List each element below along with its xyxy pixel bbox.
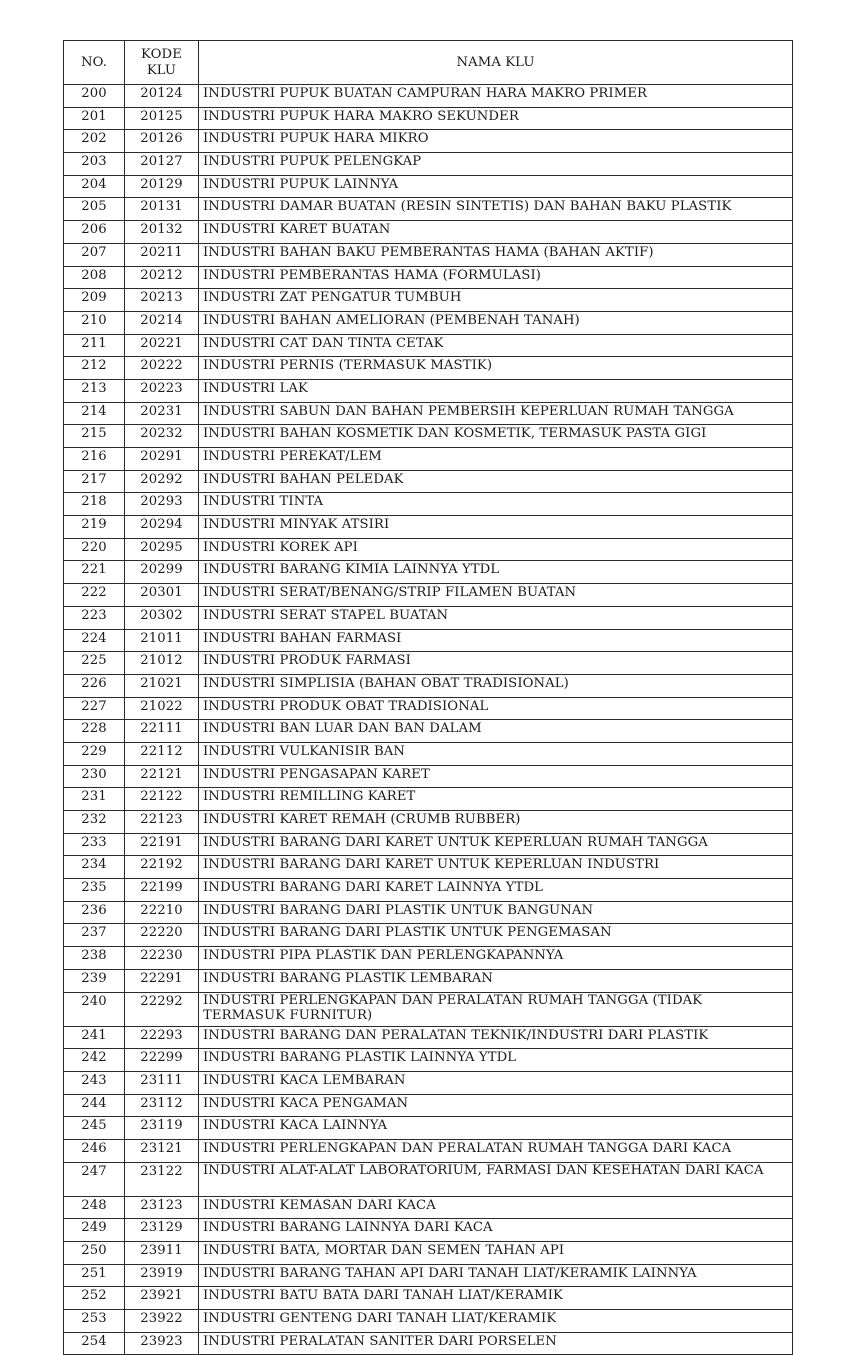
cell-nama-klu: INDUSTRI BAHAN AMELIORAN (PEMBENAH TANAH) bbox=[199, 311, 793, 334]
cell-kode-klu: 23122 bbox=[125, 1162, 199, 1196]
cell-kode-klu: 23111 bbox=[125, 1071, 199, 1094]
table-row bbox=[64, 1026, 793, 1049]
cell-no: 220 bbox=[64, 538, 125, 561]
table-row bbox=[64, 1219, 793, 1242]
cell-no: 205 bbox=[64, 198, 125, 221]
cell-nama-klu: INDUSTRI BARANG TAHAN API DARI TANAH LIAT/KERAMIK LAINNYA bbox=[199, 1264, 793, 1287]
table-row bbox=[64, 833, 793, 856]
cell-kode-klu: 20292 bbox=[125, 470, 199, 493]
cell-no: 236 bbox=[64, 901, 125, 924]
cell-kode-klu: 22220 bbox=[125, 924, 199, 947]
cell-no: 221 bbox=[64, 561, 125, 584]
cell-kode-klu: 22199 bbox=[125, 879, 199, 902]
cell-kode-klu: 23129 bbox=[125, 1219, 199, 1242]
cell-nama-klu: INDUSTRI PRODUK OBAT TRADISIONAL bbox=[199, 697, 793, 720]
cell-no: 250 bbox=[64, 1242, 125, 1265]
cell-kode-klu: 20213 bbox=[125, 289, 199, 312]
cell-no: 219 bbox=[64, 516, 125, 539]
cell-nama-klu: INDUSTRI BAHAN BAKU PEMBERANTAS HAMA (BAHAN AKTIF) bbox=[199, 243, 793, 266]
cell-nama-klu: INDUSTRI SERAT/BENANG/STRIP FILAMEN BUATAN bbox=[199, 584, 793, 607]
cell-nama-klu: INDUSTRI PIPA PLASTIK DAN PERLENGKAPANNYA bbox=[199, 947, 793, 970]
table-row bbox=[64, 1094, 793, 1117]
cell-no: 217 bbox=[64, 470, 125, 493]
cell-nama-klu: INDUSTRI SERAT STAPEL BUATAN bbox=[199, 606, 793, 629]
cell-nama-klu: INDUSTRI GENTENG DARI TANAH LIAT/KERAMIK bbox=[199, 1310, 793, 1333]
cell-nama-klu: INDUSTRI BATA, MORTAR DAN SEMEN TAHAN API bbox=[199, 1242, 793, 1265]
cell-no: 232 bbox=[64, 811, 125, 834]
table-row bbox=[64, 130, 793, 153]
cell-kode-klu: 21011 bbox=[125, 629, 199, 652]
table-row bbox=[64, 85, 793, 108]
cell-no: 225 bbox=[64, 652, 125, 675]
cell-kode-klu: 20214 bbox=[125, 311, 199, 334]
table-row bbox=[64, 697, 793, 720]
cell-nama-klu: INDUSTRI BARANG DARI PLASTIK UNTUK BANGUNAN bbox=[199, 901, 793, 924]
table-row bbox=[64, 765, 793, 788]
cell-nama-klu: INDUSTRI PENGASAPAN KARET bbox=[199, 765, 793, 788]
table-row bbox=[64, 425, 793, 448]
cell-kode-klu: 23119 bbox=[125, 1117, 199, 1140]
cell-kode-klu: 20221 bbox=[125, 334, 199, 357]
cell-no: 206 bbox=[64, 221, 125, 244]
cell-nama-klu: INDUSTRI BARANG KIMIA LAINNYA YTDL bbox=[199, 561, 793, 584]
cell-no: 234 bbox=[64, 856, 125, 879]
table-row bbox=[64, 561, 793, 584]
table-row bbox=[64, 153, 793, 176]
table-row bbox=[64, 606, 793, 629]
cell-no: 249 bbox=[64, 1219, 125, 1242]
cell-no: 208 bbox=[64, 266, 125, 289]
cell-no: 223 bbox=[64, 606, 125, 629]
cell-nama-klu: INDUSTRI ZAT PENGATUR TUMBUH bbox=[199, 289, 793, 312]
table-row bbox=[64, 1242, 793, 1265]
cell-no: 239 bbox=[64, 969, 125, 992]
table-row bbox=[64, 856, 793, 879]
cell-no: 210 bbox=[64, 311, 125, 334]
header-kode-klu: KODE KLU bbox=[125, 41, 199, 85]
cell-nama-klu: INDUSTRI BARANG DARI KARET UNTUK KEPERLUAN INDUSTRI bbox=[199, 856, 793, 879]
cell-kode-klu: 23923 bbox=[125, 1332, 199, 1355]
cell-no: 214 bbox=[64, 402, 125, 425]
cell-no: 245 bbox=[64, 1117, 125, 1140]
cell-kode-klu: 21012 bbox=[125, 652, 199, 675]
cell-nama-klu: INDUSTRI MINYAK ATSIRI bbox=[199, 516, 793, 539]
cell-kode-klu: 22210 bbox=[125, 901, 199, 924]
cell-nama-klu: INDUSTRI CAT DAN TINTA CETAK bbox=[199, 334, 793, 357]
cell-kode-klu: 20301 bbox=[125, 584, 199, 607]
table-row bbox=[64, 175, 793, 198]
table-row bbox=[64, 289, 793, 312]
cell-no: 241 bbox=[64, 1026, 125, 1049]
cell-nama-klu: INDUSTRI BARANG PLASTIK LAINNYA YTDL bbox=[199, 1049, 793, 1072]
table-row bbox=[64, 493, 793, 516]
cell-kode-klu: 23121 bbox=[125, 1139, 199, 1162]
cell-kode-klu: 22299 bbox=[125, 1049, 199, 1072]
cell-no: 229 bbox=[64, 742, 125, 765]
cell-nama-klu: INDUSTRI PRODUK FARMASI bbox=[199, 652, 793, 675]
cell-kode-klu: 20126 bbox=[125, 130, 199, 153]
cell-kode-klu: 20211 bbox=[125, 243, 199, 266]
table-row bbox=[64, 198, 793, 221]
cell-nama-klu: INDUSTRI SIMPLISIA (BAHAN OBAT TRADISIONAL) bbox=[199, 674, 793, 697]
table-row bbox=[64, 357, 793, 380]
cell-nama-klu: INDUSTRI BARANG DARI KARET UNTUK KEPERLUAN RUMAH TANGGA bbox=[199, 833, 793, 856]
cell-kode-klu: 22293 bbox=[125, 1026, 199, 1049]
table-row bbox=[64, 379, 793, 402]
table-row bbox=[64, 674, 793, 697]
cell-nama-klu: INDUSTRI BARANG LAINNYA DARI KACA bbox=[199, 1219, 793, 1242]
cell-no: 246 bbox=[64, 1139, 125, 1162]
cell-kode-klu: 20125 bbox=[125, 107, 199, 130]
cell-nama-klu: INDUSTRI BAHAN FARMASI bbox=[199, 629, 793, 652]
cell-nama-klu: INDUSTRI VULKANISIR BAN bbox=[199, 742, 793, 765]
cell-kode-klu: 20222 bbox=[125, 357, 199, 380]
table-row bbox=[64, 334, 793, 357]
cell-nama-klu: INDUSTRI KOREK API bbox=[199, 538, 793, 561]
table-row bbox=[64, 538, 793, 561]
cell-nama-klu: INDUSTRI BAHAN KOSMETIK DAN KOSMETIK, TERMASUK PASTA GIGI bbox=[199, 425, 793, 448]
cell-no: 200 bbox=[64, 85, 125, 108]
table-row bbox=[64, 448, 793, 471]
table-row bbox=[64, 811, 793, 834]
cell-kode-klu: 22230 bbox=[125, 947, 199, 970]
cell-nama-klu: INDUSTRI KACA LAINNYA bbox=[199, 1117, 793, 1140]
cell-nama-klu: INDUSTRI ALAT-ALAT LABORATORIUM, FARMASI DAN KESEHATAN DARI KACA bbox=[199, 1162, 793, 1196]
cell-kode-klu: 20129 bbox=[125, 175, 199, 198]
cell-nama-klu: INDUSTRI TINTA bbox=[199, 493, 793, 516]
table-row bbox=[64, 470, 793, 493]
cell-kode-klu: 23112 bbox=[125, 1094, 199, 1117]
cell-kode-klu: 20302 bbox=[125, 606, 199, 629]
cell-kode-klu: 20132 bbox=[125, 221, 199, 244]
cell-no: 242 bbox=[64, 1049, 125, 1072]
cell-kode-klu: 20299 bbox=[125, 561, 199, 584]
table-row bbox=[64, 901, 793, 924]
table-row bbox=[64, 924, 793, 947]
cell-nama-klu: INDUSTRI PUPUK HARA MIKRO bbox=[199, 130, 793, 153]
table-row bbox=[64, 652, 793, 675]
cell-no: 204 bbox=[64, 175, 125, 198]
cell-nama-klu: INDUSTRI PERALATAN SANITER DARI PORSELEN bbox=[199, 1332, 793, 1355]
cell-no: 252 bbox=[64, 1287, 125, 1310]
cell-no: 211 bbox=[64, 334, 125, 357]
header-no: NO. bbox=[64, 41, 125, 85]
table-row bbox=[64, 947, 793, 970]
cell-kode-klu: 20131 bbox=[125, 198, 199, 221]
table-row bbox=[64, 1332, 793, 1355]
table-row bbox=[64, 1117, 793, 1140]
cell-kode-klu: 23919 bbox=[125, 1264, 199, 1287]
table-row bbox=[64, 720, 793, 743]
cell-nama-klu: INDUSTRI PERLENGKAPAN DAN PERALATAN RUMAH TANGGA (TIDAK TERMASUK FURNITUR) bbox=[199, 992, 793, 1026]
cell-kode-klu: 22122 bbox=[125, 788, 199, 811]
table-body bbox=[64, 85, 793, 1355]
cell-no: 224 bbox=[64, 629, 125, 652]
cell-no: 213 bbox=[64, 379, 125, 402]
cell-no: 251 bbox=[64, 1264, 125, 1287]
cell-nama-klu: INDUSTRI PERLENGKAPAN DAN PERALATAN RUMAH TANGGA DARI KACA bbox=[199, 1139, 793, 1162]
table-row bbox=[64, 402, 793, 425]
cell-no: 238 bbox=[64, 947, 125, 970]
cell-kode-klu: 22191 bbox=[125, 833, 199, 856]
table-row bbox=[64, 1287, 793, 1310]
table-row bbox=[64, 243, 793, 266]
cell-kode-klu: 20124 bbox=[125, 85, 199, 108]
table-row bbox=[64, 1264, 793, 1287]
cell-nama-klu: INDUSTRI KARET REMAH (CRUMB RUBBER) bbox=[199, 811, 793, 834]
cell-kode-klu: 22111 bbox=[125, 720, 199, 743]
cell-kode-klu: 20232 bbox=[125, 425, 199, 448]
cell-no: 215 bbox=[64, 425, 125, 448]
cell-kode-klu: 21021 bbox=[125, 674, 199, 697]
table-row bbox=[64, 311, 793, 334]
table-row bbox=[64, 788, 793, 811]
cell-no: 202 bbox=[64, 130, 125, 153]
cell-no: 226 bbox=[64, 674, 125, 697]
cell-nama-klu: INDUSTRI PEMBERANTAS HAMA (FORMULASI) bbox=[199, 266, 793, 289]
cell-no: 235 bbox=[64, 879, 125, 902]
cell-no: 253 bbox=[64, 1310, 125, 1333]
cell-nama-klu: INDUSTRI BAHAN PELEDAK bbox=[199, 470, 793, 493]
cell-kode-klu: 20127 bbox=[125, 153, 199, 176]
cell-no: 209 bbox=[64, 289, 125, 312]
table-header-row bbox=[64, 41, 793, 85]
table-row bbox=[64, 107, 793, 130]
cell-kode-klu: 22112 bbox=[125, 742, 199, 765]
cell-nama-klu: INDUSTRI PUPUK HARA MAKRO SEKUNDER bbox=[199, 107, 793, 130]
cell-kode-klu: 23922 bbox=[125, 1310, 199, 1333]
table-row bbox=[64, 516, 793, 539]
cell-nama-klu: INDUSTRI KACA PENGAMAN bbox=[199, 1094, 793, 1117]
cell-nama-klu: INDUSTRI SABUN DAN BAHAN PEMBERSIH KEPERLUAN RUMAH TANGGA bbox=[199, 402, 793, 425]
cell-no: 254 bbox=[64, 1332, 125, 1355]
cell-nama-klu: INDUSTRI BAN LUAR DAN BAN DALAM bbox=[199, 720, 793, 743]
table-row bbox=[64, 1162, 793, 1196]
cell-no: 222 bbox=[64, 584, 125, 607]
table-row bbox=[64, 266, 793, 289]
cell-no: 212 bbox=[64, 357, 125, 380]
cell-nama-klu: INDUSTRI PUPUK LAINNYA bbox=[199, 175, 793, 198]
table-row bbox=[64, 1196, 793, 1219]
cell-kode-klu: 22121 bbox=[125, 765, 199, 788]
cell-nama-klu: INDUSTRI PEREKAT/LEM bbox=[199, 448, 793, 471]
cell-no: 233 bbox=[64, 833, 125, 856]
cell-nama-klu: INDUSTRI PUPUK PELENGKAP bbox=[199, 153, 793, 176]
cell-no: 244 bbox=[64, 1094, 125, 1117]
cell-no: 228 bbox=[64, 720, 125, 743]
cell-kode-klu: 21022 bbox=[125, 697, 199, 720]
klu-table bbox=[63, 40, 793, 1355]
cell-no: 231 bbox=[64, 788, 125, 811]
header-nama-klu: NAMA KLU bbox=[199, 41, 793, 85]
cell-nama-klu: INDUSTRI REMILLING KARET bbox=[199, 788, 793, 811]
cell-no: 240 bbox=[64, 992, 125, 1026]
table-row bbox=[64, 1049, 793, 1072]
cell-kode-klu: 23921 bbox=[125, 1287, 199, 1310]
cell-nama-klu: INDUSTRI BARANG PLASTIK LEMBARAN bbox=[199, 969, 793, 992]
cell-no: 230 bbox=[64, 765, 125, 788]
cell-kode-klu: 23123 bbox=[125, 1196, 199, 1219]
cell-nama-klu: INDUSTRI PERNIS (TERMASUK MASTIK) bbox=[199, 357, 793, 380]
cell-no: 201 bbox=[64, 107, 125, 130]
cell-nama-klu: INDUSTRI KACA LEMBARAN bbox=[199, 1071, 793, 1094]
cell-nama-klu: INDUSTRI BARANG DARI PLASTIK UNTUK PENGEMASAN bbox=[199, 924, 793, 947]
cell-kode-klu: 22291 bbox=[125, 969, 199, 992]
cell-kode-klu: 20294 bbox=[125, 516, 199, 539]
cell-kode-klu: 20212 bbox=[125, 266, 199, 289]
table-row bbox=[64, 221, 793, 244]
cell-no: 203 bbox=[64, 153, 125, 176]
table-row bbox=[64, 969, 793, 992]
cell-kode-klu: 22292 bbox=[125, 992, 199, 1026]
cell-no: 248 bbox=[64, 1196, 125, 1219]
cell-kode-klu: 22123 bbox=[125, 811, 199, 834]
cell-nama-klu: INDUSTRI KEMASAN DARI KACA bbox=[199, 1196, 793, 1219]
cell-nama-klu: INDUSTRI PUPUK BUATAN CAMPURAN HARA MAKRO PRIMER bbox=[199, 85, 793, 108]
table-row bbox=[64, 584, 793, 607]
cell-nama-klu: INDUSTRI KARET BUATAN bbox=[199, 221, 793, 244]
cell-no: 216 bbox=[64, 448, 125, 471]
table-row bbox=[64, 629, 793, 652]
cell-kode-klu: 20295 bbox=[125, 538, 199, 561]
cell-no: 237 bbox=[64, 924, 125, 947]
cell-nama-klu: INDUSTRI DAMAR BUATAN (RESIN SINTETIS) DAN BAHAN BAKU PLASTIK bbox=[199, 198, 793, 221]
cell-no: 247 bbox=[64, 1162, 125, 1196]
cell-no: 207 bbox=[64, 243, 125, 266]
cell-no: 243 bbox=[64, 1071, 125, 1094]
cell-kode-klu: 20293 bbox=[125, 493, 199, 516]
table-row bbox=[64, 992, 793, 1026]
cell-no: 227 bbox=[64, 697, 125, 720]
cell-nama-klu: INDUSTRI BATU BATA DARI TANAH LIAT/KERAMIK bbox=[199, 1287, 793, 1310]
table-row bbox=[64, 742, 793, 765]
cell-nama-klu: INDUSTRI BARANG DARI KARET LAINNYA YTDL bbox=[199, 879, 793, 902]
table-row bbox=[64, 1139, 793, 1162]
cell-kode-klu: 22192 bbox=[125, 856, 199, 879]
cell-kode-klu: 20231 bbox=[125, 402, 199, 425]
cell-no: 218 bbox=[64, 493, 125, 516]
table-row bbox=[64, 879, 793, 902]
cell-kode-klu: 20223 bbox=[125, 379, 199, 402]
cell-nama-klu: INDUSTRI LAK bbox=[199, 379, 793, 402]
cell-nama-klu: INDUSTRI BARANG DAN PERALATAN TEKNIK/INDUSTRI DARI PLASTIK bbox=[199, 1026, 793, 1049]
table-row bbox=[64, 1071, 793, 1094]
cell-kode-klu: 23911 bbox=[125, 1242, 199, 1265]
cell-kode-klu: 20291 bbox=[125, 448, 199, 471]
